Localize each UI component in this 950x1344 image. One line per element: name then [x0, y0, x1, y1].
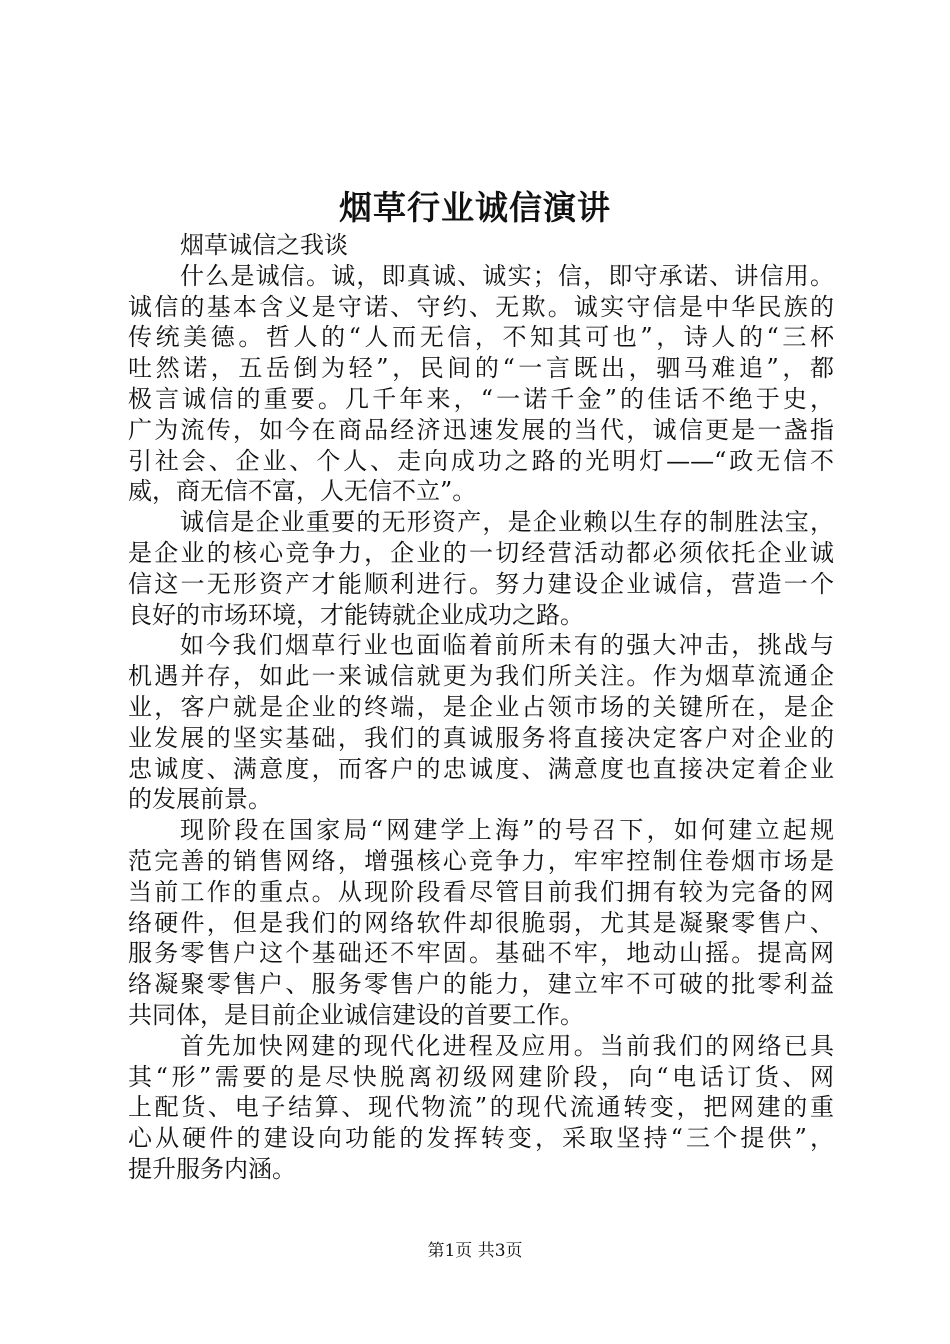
text-line: 广为流传，如今在商品经济迅速发展的当代，诚信更是一盏指: [128, 415, 834, 444]
text-line: 共同体，是目前企业诚信建设的首要工作。: [128, 1000, 584, 1029]
text-line: 服务零售户这个基础还不牢固。基础不牢，地动山摇。提高网: [128, 939, 834, 968]
text-line: 现阶段在国家局“网建学上海”的号召下，如何建立起规: [180, 816, 834, 845]
text-line: 信这一无形资产才能顺利进行。努力建设企业诚信，营造一个: [128, 569, 834, 598]
text-line: 络硬件，但是我们的网络软件却很脆弱，尤其是凝聚零售户、: [128, 908, 834, 937]
text-line: 业，客户就是企业的终端，是企业占领市场的关键所在，是企: [128, 692, 834, 721]
text-line: 忠诚度、满意度，而客户的忠诚度、满意度也直接决定着企业: [128, 754, 834, 783]
text-line: 上配货、电子结算、现代物流”的现代流通转变，把网建的重: [128, 1093, 834, 1122]
text-line: 心从硬件的建设向功能的发挥转变，采取坚持“三个提供”，: [128, 1124, 834, 1153]
text-line: 诚信的基本含义是守诺、守约、无欺。诚实守信是中华民族的: [128, 292, 834, 321]
text-line: 的发展前景。: [128, 785, 272, 814]
text-line: 其“形”需要的是尽快脱离初级网建阶段，向“电话订货、网: [128, 1062, 834, 1091]
text-line: 业发展的坚实基础，我们的真诚服务将直接决定客户对企业的: [128, 723, 834, 752]
text-line: 是企业的核心竞争力，企业的一切经营活动都必须依托企业诚: [128, 538, 834, 567]
text-line: 良好的市场环境，才能铸就企业成功之路。: [128, 600, 584, 629]
text-line: 诚信是企业重要的无形资产，是企业赖以生存的制胜法宝，: [180, 508, 834, 537]
text-line: 引社会、企业、个人、走向成功之路的光明灯——“政无信不: [128, 446, 834, 475]
text-line: 极言诚信的重要。几千年来，“一诺千金”的佳话不绝于史，: [128, 384, 834, 413]
page-title: 烟草行业诚信演讲: [339, 188, 611, 227]
text-line: 机遇并存，如此一来诚信就更为我们所关注。作为烟草流通企: [128, 662, 834, 691]
text-line: 什么是诚信。诚，即真诚、诚实；信，即守承诺、讲信用。: [180, 261, 834, 290]
text-line: 传统美德。哲人的“人而无信，不知其可也”，诗人的“三杯: [128, 323, 834, 352]
text-line: 烟草诚信之我谈: [180, 231, 348, 259]
text-line: 如今我们烟草行业也面临着前所未有的强大冲击，挑战与: [180, 631, 834, 660]
text-line: 络凝聚零售户、服务零售户的能力，建立牢不可破的批零利益: [128, 970, 834, 999]
text-line: 范完善的销售网络，增强核心竞争力，牢牢控制住卷烟市场是: [128, 846, 834, 875]
text-line: 提升服务内涵。: [128, 1154, 296, 1183]
document-body: [128, 230, 834, 1185]
text-line: 吐然诺，五岳倒为轻”，民间的“一言既出，驷马难追”，都: [128, 354, 834, 383]
text-line: 当前工作的重点。从现阶段看尽管目前我们拥有较为完备的网: [128, 877, 834, 906]
text-line: 首先加快网建的现代化进程及应用。当前我们的网络已具: [180, 1031, 834, 1060]
text-line: 威，商无信不富，人无信不立”。: [128, 477, 477, 506]
page-footer: 第1页 共3页: [427, 1241, 523, 1261]
